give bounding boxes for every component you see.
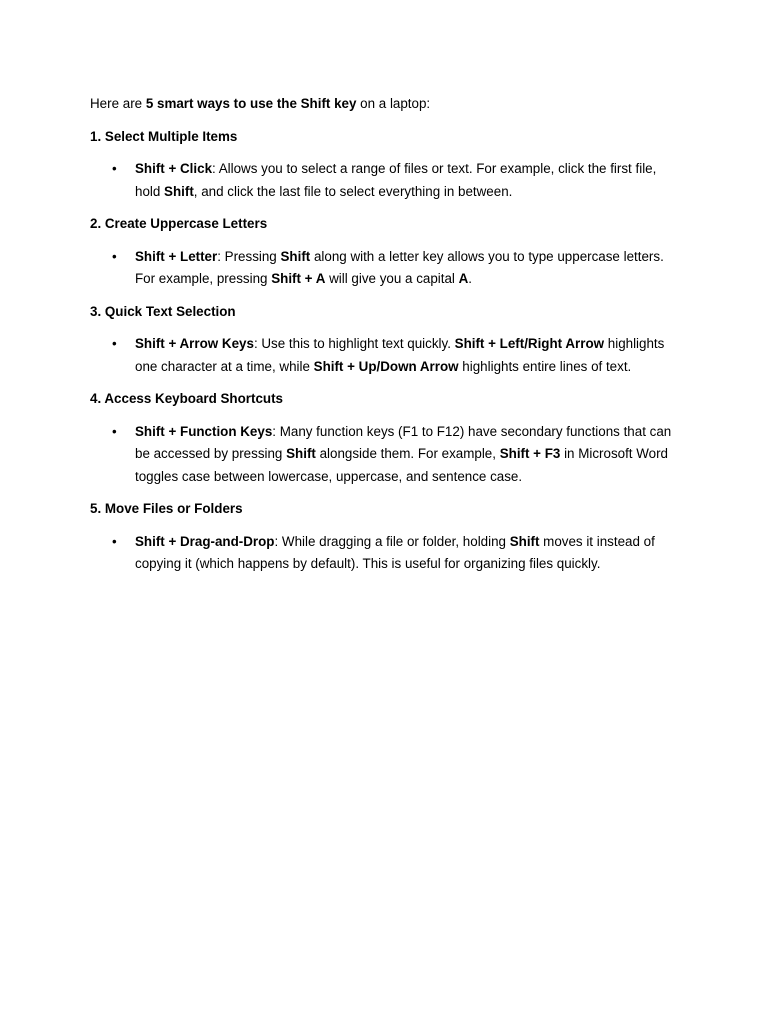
bold-text: Shift bbox=[286, 446, 316, 461]
bullet-icon: • bbox=[112, 336, 117, 351]
text-line bbox=[135, 246, 690, 269]
bold-text: Shift bbox=[280, 248, 311, 264]
text-run: toggles case between lowercase, uppercase, and sentence case. bbox=[135, 468, 523, 484]
text-run: : Allows you to select a range of files or text. For example, click the first file, bbox=[212, 161, 657, 176]
section-heading: 3. Quick Text Selection bbox=[90, 303, 236, 319]
bold-text: Shift + Click bbox=[135, 161, 213, 176]
text-run: : While dragging a file or folder, holding bbox=[274, 533, 510, 549]
bullet-icon: • bbox=[112, 161, 117, 176]
bullet-list bbox=[90, 246, 690, 291]
text-run: hold bbox=[135, 183, 165, 199]
text-run: highlights bbox=[604, 336, 665, 351]
section-heading: 1. Select Multiple Items bbox=[90, 128, 238, 144]
bold-text: Shift bbox=[509, 533, 540, 549]
bold-text: Shift + Function Keys bbox=[135, 423, 273, 439]
bullet-list bbox=[90, 421, 690, 489]
bold-text: Shift + Arrow Keys bbox=[135, 336, 254, 351]
text-run: : Many function keys (F1 to F12) have secondary functions that can bbox=[272, 423, 672, 439]
bullet-list bbox=[90, 531, 690, 576]
intro-bold-phrase: 5 smart ways to use the Shift key bbox=[145, 96, 357, 111]
text-line bbox=[135, 421, 690, 444]
bold-text: Shift + A bbox=[271, 271, 326, 286]
bullet-list bbox=[90, 333, 690, 378]
sections-container bbox=[90, 126, 690, 576]
bullet-item bbox=[90, 246, 690, 291]
intro-paragraph bbox=[90, 93, 690, 116]
document-page bbox=[90, 93, 690, 586]
bold-text: Shift + F3 bbox=[499, 446, 561, 461]
text-run: . bbox=[468, 271, 473, 286]
text-line bbox=[135, 333, 690, 356]
text-run: copying it (which happens by default). This is useful for organizing files quickly. bbox=[135, 556, 601, 571]
text-line bbox=[135, 466, 690, 489]
text-run: For example, pressing bbox=[135, 271, 272, 286]
bullet-item bbox=[90, 531, 690, 576]
intro-text-start: Here are bbox=[90, 96, 146, 111]
text-run: moves it instead of bbox=[539, 533, 655, 549]
text-line bbox=[135, 268, 690, 291]
text-run: along with a letter key allows you to type uppercase letters. bbox=[310, 248, 664, 264]
text-line bbox=[135, 553, 690, 576]
text-run: be accessed by pressing bbox=[135, 446, 287, 461]
intro-text-end: on a laptop: bbox=[356, 96, 431, 111]
text-run: one character at a time, while bbox=[135, 358, 314, 374]
text-run: will give you a capital bbox=[325, 271, 459, 286]
text-run: , and click the last file to select everything in between. bbox=[193, 183, 513, 199]
bullet-item bbox=[90, 333, 690, 378]
section-heading: 2. Create Uppercase Letters bbox=[90, 216, 268, 231]
text-line bbox=[135, 356, 690, 379]
bullet-icon: • bbox=[112, 533, 117, 549]
text-line bbox=[135, 531, 690, 554]
bullet-icon: • bbox=[112, 423, 117, 439]
bullet-item bbox=[90, 421, 690, 489]
section-heading: 4. Access Keyboard Shortcuts bbox=[90, 391, 283, 406]
text-run: : Pressing bbox=[217, 248, 281, 264]
section-heading: 5. Move Files or Folders bbox=[90, 501, 243, 516]
text-line bbox=[135, 158, 690, 181]
bold-text: Shift + Up/Down Arrow bbox=[313, 358, 459, 374]
bold-text: Shift + Drag-and-Drop bbox=[135, 533, 275, 549]
text-line bbox=[135, 181, 690, 204]
text-run: : Use this to highlight text quickly. bbox=[253, 336, 455, 351]
bold-text: Shift bbox=[164, 183, 194, 199]
text-run: in Microsoft Word bbox=[560, 446, 668, 461]
text-line bbox=[135, 443, 690, 466]
bold-text: A bbox=[458, 271, 469, 286]
text-run: alongside them. For example, bbox=[315, 446, 500, 461]
bold-text: Shift + Letter bbox=[135, 248, 218, 264]
bold-text: Shift + Left/Right Arrow bbox=[454, 336, 605, 351]
bullet-icon: • bbox=[112, 248, 117, 264]
bullet-list bbox=[90, 158, 690, 203]
text-run: highlights entire lines of text. bbox=[458, 358, 632, 374]
bullet-item bbox=[90, 158, 690, 203]
